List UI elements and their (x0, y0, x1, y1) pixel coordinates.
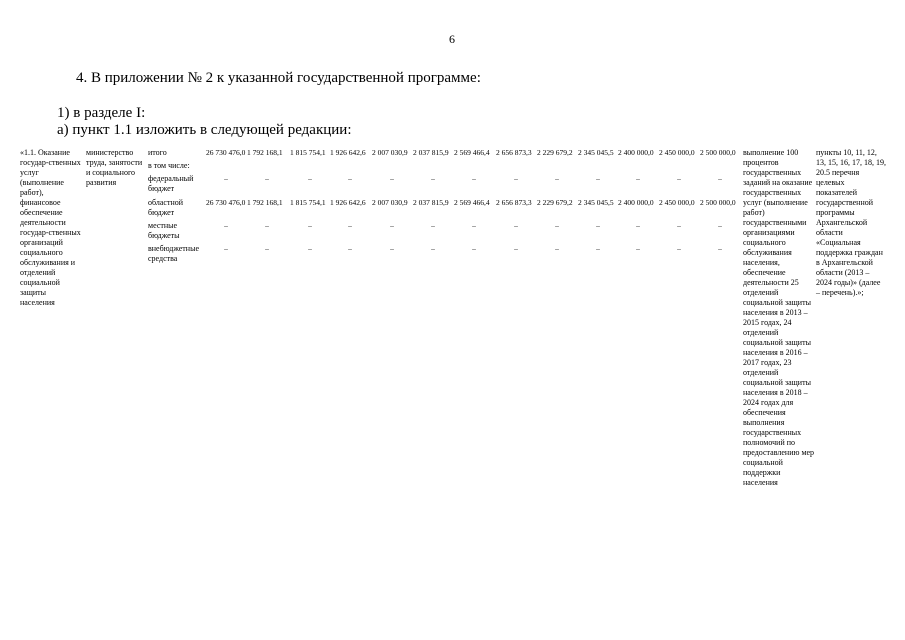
funding-value: – (596, 221, 600, 230)
funding-value: – (348, 221, 352, 230)
funding-value: – (514, 174, 518, 183)
funding-value: 2 007 030,9 (372, 148, 408, 157)
funding-value: – (348, 174, 352, 183)
funding-value: 2 450 000,0 (659, 148, 695, 157)
row-label-regional: областной бюджет (148, 198, 184, 217)
funding-value: – (514, 221, 518, 230)
funding-value: – (224, 221, 228, 230)
funding-value: 2 037 815,9 (413, 198, 449, 207)
funding-value: 1 926 642,6 (330, 148, 366, 157)
funding-value: 2 500 000,0 (700, 198, 736, 207)
funding-value: – (265, 174, 269, 183)
funding-value: 2 569 466,4 (454, 198, 490, 207)
funding-value: – (677, 221, 681, 230)
funding-value: – (718, 244, 722, 253)
funding-value: – (308, 244, 312, 253)
funding-value: – (718, 174, 722, 183)
result-cell: выполнение 100 процентов государственных заданий на оказание государственных услуг (выполнение работ) государственными организациями социального обслуживания населения, обеспечение деятельности 25 отделений социальной защиты населения в 2013 – 2015 годах, 24 отделений социальной защиты населения в 2016 – 2017 годах, 23 отделений социальной защиты населения в 2018 – 2024 годах для обеспечения выполнения государственных полномочий по предоставлению мер социальной поддержки населения (743, 148, 815, 487)
page-number: 6 (449, 32, 455, 46)
funding-value: – (472, 174, 476, 183)
funding-value: – (265, 244, 269, 253)
funding-value: 1 926 642,6 (330, 198, 366, 207)
item-name-cell: «1.1. Оказание государ-ственных услуг (выполнение работ), финансовое обеспечение деятельности государ-ственных организаций социального обслуживания и отделений социальной защиты населения (20, 148, 81, 307)
funding-value: 2 037 815,9 (413, 148, 449, 157)
funding-value: 26 730 476,0 (206, 148, 246, 157)
indicator-link-cell: пункты 10, 11, 12, 13, 15, 16, 17, 18, 19, 20.5 перечня целевых показателей государственной программы Архангельской области «Социальная поддержка граждан в Архангельской области (2013 – 2024 годы)» (далее – перечень).»; (816, 148, 886, 297)
funding-value: – (555, 221, 559, 230)
row-label-extrabudget: внебюджетные средства (148, 244, 199, 263)
heading-item-4: 4. В приложении № 2 к указанной государственной программе: (76, 70, 481, 86)
funding-value: 2 345 045,5 (578, 198, 614, 207)
funding-value: 2 656 873,3 (496, 148, 532, 157)
funding-value: – (718, 221, 722, 230)
funding-value: 1 815 754,1 (290, 148, 326, 157)
funding-value: – (636, 174, 640, 183)
funding-value: – (596, 244, 600, 253)
executor-cell: министерство труда, занятости и социального развития (86, 148, 143, 187)
funding-value: 1 792 168,1 (247, 198, 283, 207)
row-label-total: итого (148, 148, 167, 157)
funding-value: – (636, 221, 640, 230)
funding-value: 2 569 466,4 (454, 148, 490, 157)
funding-value: – (677, 174, 681, 183)
funding-value: 2 656 873,3 (496, 198, 532, 207)
subheading-a: а) пункт 1.1 изложить в следующей редакции: (57, 122, 352, 138)
funding-value: – (472, 221, 476, 230)
funding-value: 1 792 168,1 (247, 148, 283, 157)
row-label-local: местные бюджеты (148, 221, 180, 240)
funding-value: 2 229 679,2 (537, 198, 573, 207)
row-label-federal: федеральный бюджет (148, 174, 194, 193)
funding-value: 2 400 000,0 (618, 198, 654, 207)
funding-value: – (431, 244, 435, 253)
subheading-1: 1) в разделе I: (57, 105, 146, 121)
funding-value: 26 730 476,0 (206, 198, 246, 207)
funding-value: 1 815 754,1 (290, 198, 326, 207)
funding-value: – (677, 244, 681, 253)
funding-value: – (472, 244, 476, 253)
funding-value: 2 229 679,2 (537, 148, 573, 157)
funding-value: – (390, 221, 394, 230)
funding-value: 2 345 045,5 (578, 148, 614, 157)
funding-value: – (431, 221, 435, 230)
funding-value: – (555, 244, 559, 253)
funding-value: – (308, 174, 312, 183)
funding-value: 2 007 030,9 (372, 198, 408, 207)
funding-value: – (265, 221, 269, 230)
funding-value: 2 400 000,0 (618, 148, 654, 157)
funding-value: 2 450 000,0 (659, 198, 695, 207)
row-label-including: в том числе: (148, 161, 190, 170)
funding-value: – (224, 174, 228, 183)
funding-value: 2 500 000,0 (700, 148, 736, 157)
funding-value: – (390, 174, 394, 183)
funding-value: – (348, 244, 352, 253)
funding-value: – (431, 174, 435, 183)
funding-value: – (596, 174, 600, 183)
funding-value: – (390, 244, 394, 253)
funding-value: – (308, 221, 312, 230)
funding-value: – (514, 244, 518, 253)
funding-value: – (636, 244, 640, 253)
funding-value: – (555, 174, 559, 183)
funding-value: – (224, 244, 228, 253)
